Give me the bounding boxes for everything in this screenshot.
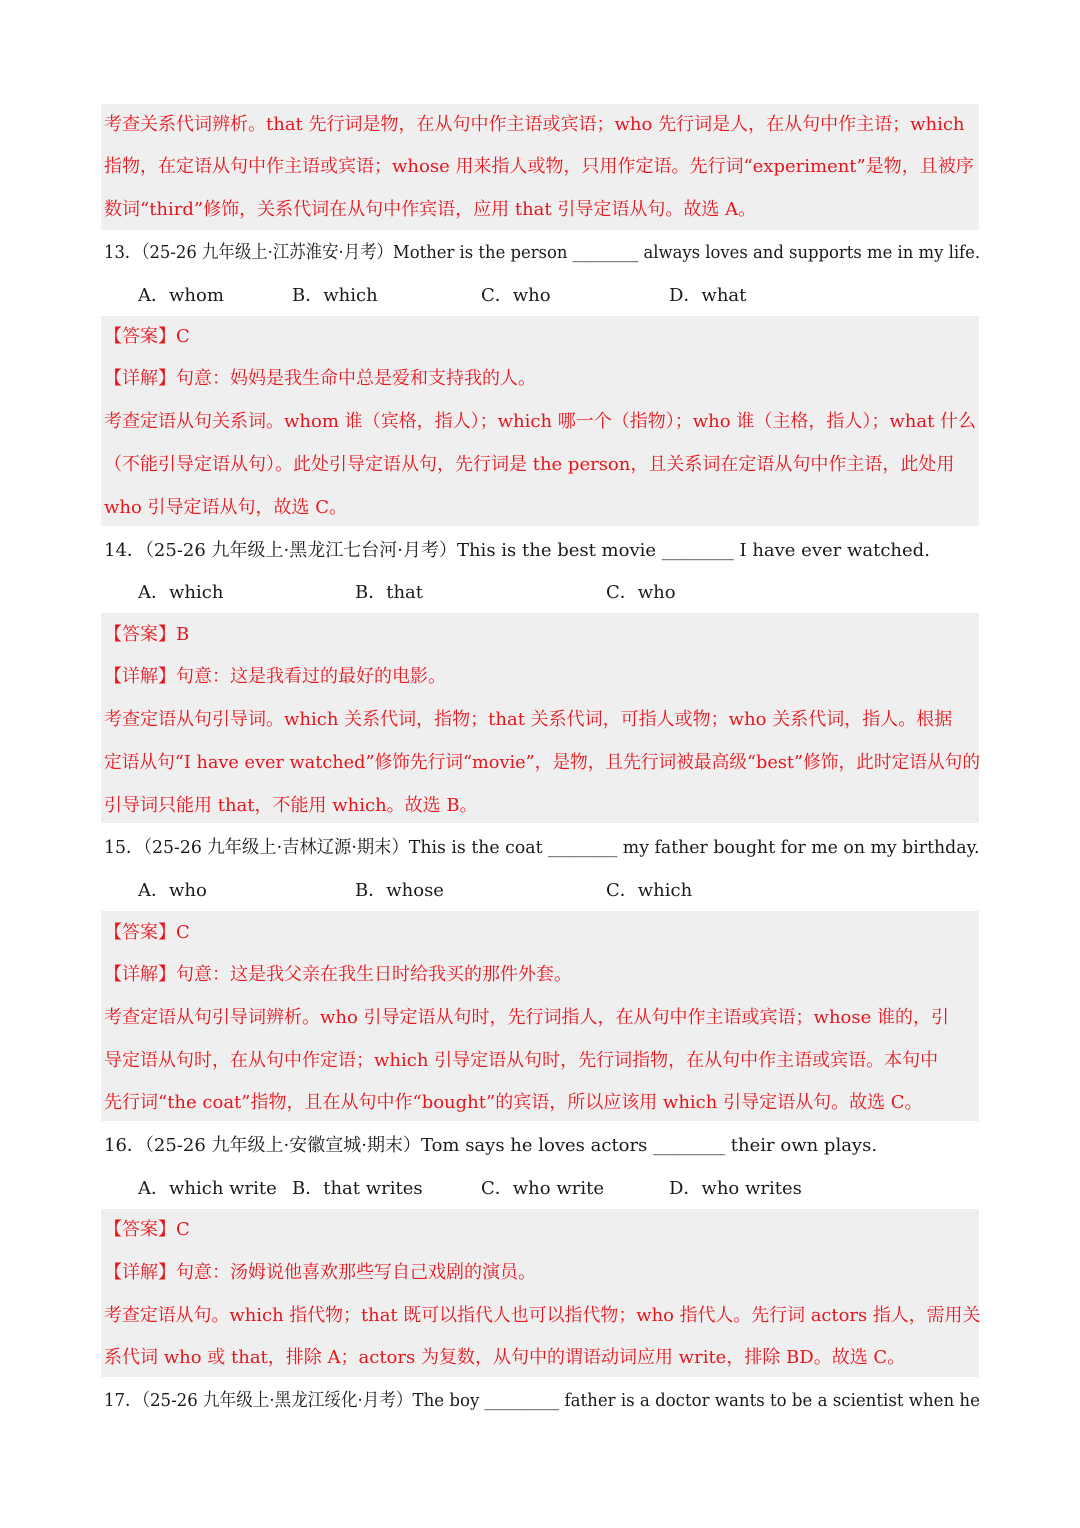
question-15-analysis-line: 导定语从句时，在从句中作定语；which 引导定语从句时，先行词指物，在从句中作主语或宾语。本句中	[104, 1050, 939, 1071]
question-14-option-b: B．that	[355, 582, 424, 603]
prev-explanation-line: 指物，在定语从句中作主语或宾语；whose 用来指人或物，只用作定语。先行词“experiment”是物，且被序	[104, 156, 974, 177]
question-15-analysis-line: 先行词“the coat”指物，且在从句中作“bought”的宾语，所以应该用 which 引导定语从句。故选 C。	[104, 1092, 923, 1113]
question-13-option-b: B．which	[292, 285, 378, 306]
question-15-stem: 15．（25-26 九年级上·吉林辽源·期末）This is the coat ________ my father bought for me on my birthday.	[104, 837, 980, 858]
question-14-analysis-line: 考查定语从句引导词。which 关系代词，指物；that 关系代词，可指人或物；who 关系代词，指人。根据	[104, 709, 953, 730]
question-15-analysis-line: 考查定语从句引导词辨析。who 引导定语从句时，先行词指人，在从句中作主语或宾语；whose 谁的，引	[104, 1007, 950, 1028]
question-16-analysis-line: 考查定语从句。which 指代物；that 既可以指代人也可以指代物；who 指代人。先行词 actors 指人，需用关	[104, 1305, 981, 1326]
question-15-option-a: A．who	[138, 880, 207, 901]
question-14-analysis-line: 定语从句“I have ever watched”修饰先行词“movie”，是物，且先行词被最高级“best”修饰，此时定语从句的	[104, 752, 981, 773]
question-13-analysis-line: 考查定语从句关系词。whom 谁（宾格，指人）；which 哪一个（指物）；who 谁（主格，指人）；what 什么	[104, 411, 977, 432]
question-17-stem: 17．（25-26 九年级上·黑龙江绥化·月考）The boy _________ father is a doctor wants to be a scientist when he	[104, 1390, 980, 1411]
question-13-analysis-line: （不能引导定语从句）。此处引导定语从句，先行词是 the person，且关系词在定语从句中作主语，此处用	[104, 454, 955, 475]
question-15-option-b: B．whose	[355, 880, 444, 901]
question-16-option-a: A．which write	[138, 1178, 277, 1199]
question-13-answer: 【答案】C	[104, 326, 190, 347]
question-16-stem: 16．（25-26 九年级上·安徽宣城·期末）Tom says he loves actors ________ their own plays.	[104, 1135, 878, 1156]
question-14-option-a: A．which	[138, 582, 224, 603]
question-13-option-c: C．who	[481, 285, 551, 306]
question-14-answer: 【答案】B	[104, 624, 190, 645]
question-13-option-a: A．whom	[138, 285, 224, 306]
question-16-option-d: D．who writes	[669, 1178, 802, 1199]
prev-explanation-line: 数词“third”修饰，关系代词在从句中作宾语，应用 that 引导定语从句。故选 A。	[104, 199, 757, 220]
question-16-detail: 【详解】句意：汤姆说他喜欢那些写自己戏剧的演员。	[104, 1262, 536, 1283]
question-14-analysis-line: 引导词只能用 that，不能用 which。故选 B。	[104, 795, 478, 816]
prev-explanation-line: 考查关系代词辨析。that 先行词是物，在从句中作主语或宾语；who 先行词是人，在从句中作主语；which	[104, 114, 965, 135]
question-16-option-b: B．that writes	[292, 1178, 423, 1199]
question-16-answer: 【答案】C	[104, 1219, 190, 1240]
question-14-detail: 【详解】句意：这是我看过的最好的电影。	[104, 666, 446, 687]
question-15-answer: 【答案】C	[104, 922, 190, 943]
question-13-option-d: D．what	[669, 285, 747, 306]
question-15-option-c: C．which	[606, 880, 693, 901]
question-13-analysis-line: who 引导定语从句，故选 C。	[104, 497, 348, 518]
question-13-detail: 【详解】句意：妈妈是我生命中总是爱和支持我的人。	[104, 368, 536, 389]
question-15-detail: 【详解】句意：这是我父亲在我生日时给我买的那件外套。	[104, 964, 572, 985]
question-13-stem: 13．（25-26 九年级上·江苏淮安·月考）Mother is the person ________ always loves and supports me in my life.	[104, 242, 981, 263]
question-14-option-c: C．who	[606, 582, 676, 603]
question-14-stem: 14．（25-26 九年级上·黑龙江七台河·月考）This is the best movie ________ I have ever watched.	[104, 540, 930, 561]
question-16-analysis-line: 系代词 who 或 that，排除 A；actors 为复数，从句中的谓语动词应用 write，排除 BD。故选 C。	[104, 1347, 906, 1368]
question-16-option-c: C．who write	[481, 1178, 604, 1199]
